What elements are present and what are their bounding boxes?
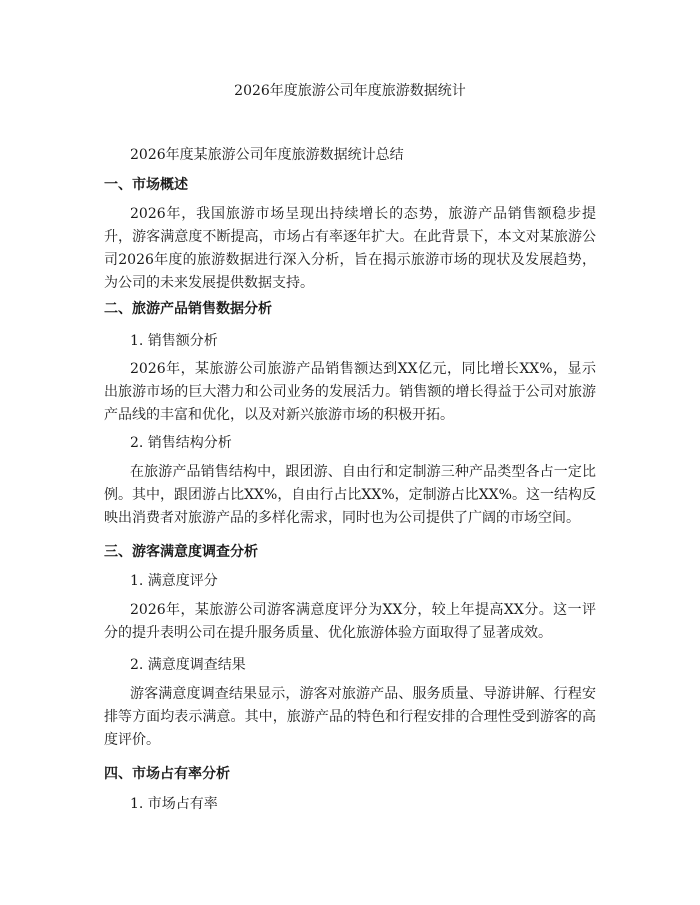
paragraph-sales-amount: 2026年，某旅游公司旅游产品销售额达到XX亿元，同比增长XX%，显示出旅游市场的巨大潜力和公司业务的发展活力。销售额的增长得益于公司对旅游产品线的丰富和优化，以及对新兴旅游市场的积极开拓。 [104, 361, 596, 423]
section-heading-sales-analysis: 二、旅游产品销售数据分析 [104, 301, 272, 317]
section-heading-satisfaction: 三、游客满意度调查分析 [104, 544, 258, 560]
paragraph-sales-structure: 在旅游产品销售结构中，跟团游、自由行和定制游三种产品类型各占一定比例。其中，跟团游占比XX%，自由行占比XX%，定制游占比XX%。这一结构反映出消费者对旅游产品的多样化需求，同时也为公司提供了广阔的市场空间。 [104, 464, 596, 526]
section-heading-market-overview: 一、市场概述 [104, 177, 188, 193]
paragraph-market-overview: 2026年，我国旅游市场呈现出持续增长的态势，旅游产品销售额稳步提升，游客满意度不断提高，市场占有率逐年扩大。在此背景下，本文对某旅游公司2026年度的旅游数据进行深入分析，旨在揭示旅游市场的现状及发展趋势，为公司的未来发展提供数据支持。 [104, 206, 596, 291]
paragraph-satisfaction-score: 2026年，某旅游公司游客满意度评分为XX分，较上年提高XX分。这一评分的提升表明公司在提升服务质量、优化旅游体验方面取得了显著成效。 [104, 602, 596, 641]
subsection-title-satisfaction-results: 2. 满意度调查结果 [130, 657, 246, 673]
subsection-title-sales-structure: 2. 销售结构分析 [130, 435, 232, 451]
subsection-title-satisfaction-score: 1. 满意度评分 [130, 573, 218, 589]
paragraph-satisfaction-results: 游客满意度调查结果显示，游客对旅游产品、服务质量、导游讲解、行程安排等方面均表示满意。其中，旅游产品的特色和行程安排的合理性受到游客的高度评价。 [104, 686, 596, 748]
section-heading-market-share: 四、市场占有率分析 [104, 766, 230, 782]
subsection-title-market-share: 1. 市场占有率 [130, 796, 218, 812]
document-subtitle: 2026年度某旅游公司年度旅游数据统计总结 [130, 147, 404, 163]
document-title: 2026年度旅游公司年度旅游数据统计 [234, 83, 466, 99]
subsection-title-sales-amount: 1. 销售额分析 [130, 333, 218, 349]
